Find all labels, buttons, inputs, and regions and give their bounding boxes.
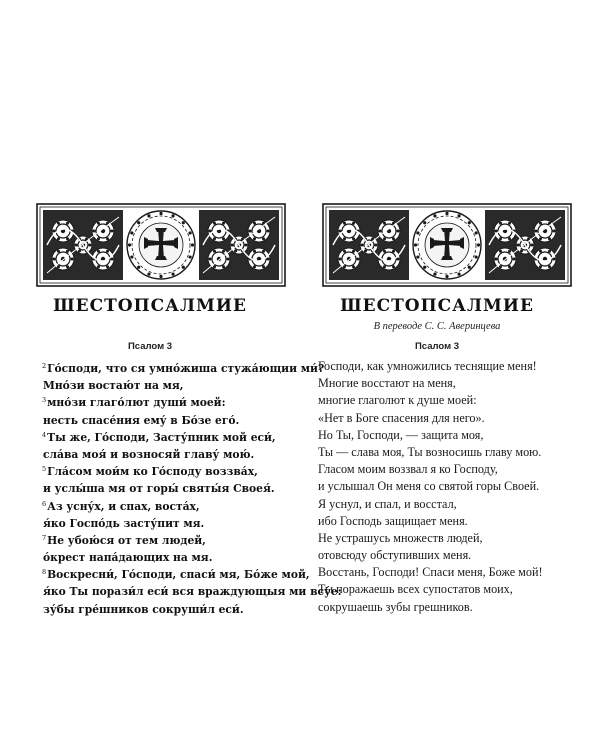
page-title: ШЕСТОПСАЛМИЕ — [340, 296, 534, 316]
verse-line — [42, 444, 342, 461]
ornamental-headpiece — [322, 203, 572, 287]
verse-text: Аз усну́х, и спах, воста́х, — [47, 499, 200, 513]
verse-line — [42, 513, 342, 530]
verse-line — [42, 496, 342, 513]
verse-text: Не убою́ся от тем людей, — [47, 533, 206, 547]
verse-line: многие глаголют к душе моей: — [318, 393, 477, 408]
verse-line: ибо Господь защищает меня. — [318, 513, 468, 528]
verse-line — [42, 410, 342, 427]
verse-list — [42, 358, 342, 616]
verse-text: сла́ва моя́ и возносяй главу́ мою́. — [43, 447, 255, 461]
verse-line: Но Ты, Господи, — защита моя, — [318, 427, 484, 442]
psalm-label: Псалом 3 — [127, 341, 173, 352]
verse-text: Ты же, Го́споди, Засту́пник мой еси́, — [47, 430, 276, 444]
verse-number: 5 — [42, 465, 47, 474]
verse-line — [42, 392, 342, 409]
verse-line: «Нет в Боге спасения для него». — [318, 410, 485, 425]
verse-line — [42, 564, 342, 581]
verse-line: Господи, как умножились теснящие меня! — [318, 359, 537, 373]
verse-number: 6 — [42, 499, 47, 508]
verse-line: Я уснул, и спал, и восстал, — [318, 496, 457, 511]
cross-ornament-icon — [322, 203, 572, 287]
verse-line — [42, 530, 342, 547]
verse-list — [318, 358, 543, 616]
verse-line: Гласом моим воззвал я ко Господу, — [318, 462, 498, 477]
verse-text: и услы́ша мя от горы́ святы́я Своея́. — [43, 482, 275, 496]
verse-text: несть спасе́ния ему́ в Бо́зе его́. — [43, 413, 240, 427]
right-page — [300, 0, 600, 750]
cross-ornament-icon — [36, 203, 286, 287]
verse-line — [42, 581, 342, 598]
verse-number: 8 — [42, 568, 47, 577]
verse-text: я́ко Ты порази́л еси́ вся враждующыя ми всу́е: — [43, 585, 342, 599]
verse-line: Не устрашусь множеств людей, — [318, 530, 483, 545]
verse-text: Го́споди, что ся умно́жиша стужа́ющии ми́? — [47, 362, 325, 375]
verse-line: Многие восстают на меня, — [318, 376, 456, 391]
verse-line — [42, 547, 342, 564]
verse-number: 4 — [42, 430, 47, 439]
verse-text: я́ко Госпо́дь засту́пит мя. — [43, 516, 205, 530]
verse-line — [42, 358, 342, 375]
verse-line — [42, 427, 342, 444]
psalm-label: Псалом 3 — [414, 341, 460, 352]
verse-text: Гла́сом мои́м ко Го́споду воззва́х, — [47, 465, 258, 479]
ornamental-headpiece — [36, 203, 286, 287]
verse-number: 2 — [42, 362, 47, 370]
verse-number: 3 — [42, 396, 47, 405]
verse-line: и услышал Он меня со святой горы Своей. — [318, 479, 540, 494]
verse-text: мно́зи глаго́лют души́ моей: — [47, 396, 226, 410]
verse-line: отовсюду обступивших меня. — [318, 548, 472, 563]
verse-text: Мно́зи востаю́т на мя, — [43, 379, 184, 393]
page-title: ШЕСТОПСАЛМИЕ — [53, 296, 247, 316]
verse-text: Воскресни́, Го́споди, спаси́ мя, Бо́же мой, — [47, 568, 310, 582]
verse-number: 7 — [42, 533, 47, 542]
translator-subtitle: В переводе С. С. Аверинцева — [373, 321, 501, 332]
verse-line — [42, 375, 342, 392]
verse-text: зу́бы гре́шников сокруши́л еси́. — [43, 602, 244, 616]
verse-line: Ты — слава моя, Ты возносишь главу мою. — [318, 444, 542, 459]
verse-line — [42, 478, 342, 495]
verse-line: Ты поражаешь всех супостатов моих, — [318, 582, 513, 597]
verse-line — [42, 599, 342, 616]
verse-line: сокрушаешь зубы грешников. — [318, 599, 473, 614]
verse-text: о́крест напа́дающих на мя. — [43, 551, 213, 565]
verse-line: Восстань, Господи! Спаси меня, Боже мой! — [318, 565, 543, 580]
verse-line — [42, 461, 342, 478]
